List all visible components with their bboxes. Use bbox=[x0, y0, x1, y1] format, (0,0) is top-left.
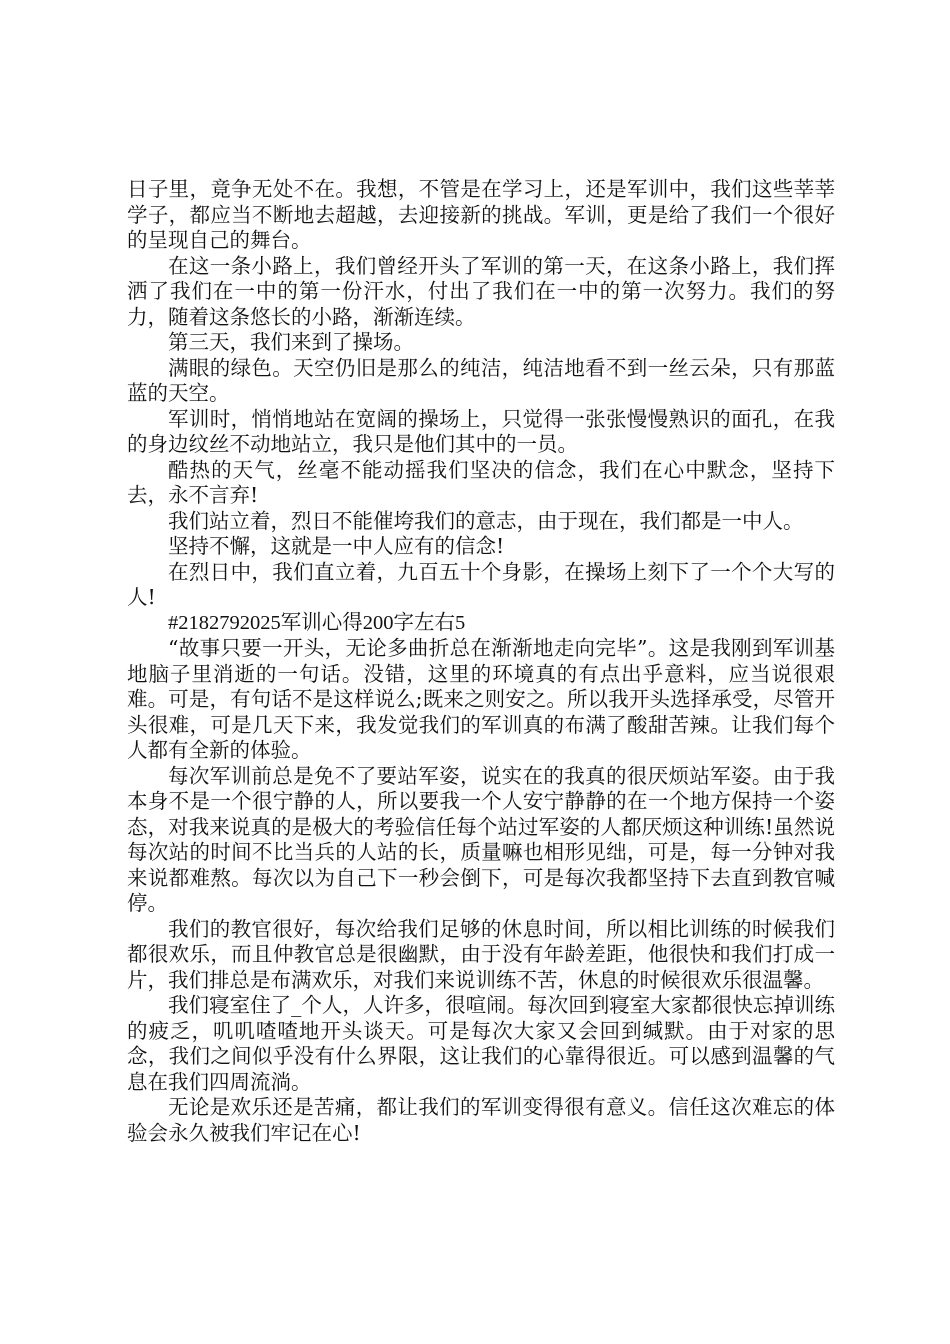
paragraph: 我们寝室住了_个人，人许多，很喧闹。每次回到寝室大家都很快忘掉训练的疲乏，叽叽喳喳地开头谈天。可是每次大家又会回到缄默。由于对家的思念，我们之间似乎没有什么界限，这让我们的心靠得很近。可以感到温馨的气息在我们四周流淌。 bbox=[127, 993, 835, 1094]
paragraph: 第三天，我们来到了操场。 bbox=[168, 330, 414, 354]
paragraph: 酷热的天气，丝毫不能动摇我们坚决的信念，我们在心中默念，坚持下去，永不言弃! bbox=[127, 457, 835, 507]
paragraph: 我们站立着，烈日不能催垮我们的意志，由于现在，我们都是一中人。 bbox=[168, 508, 804, 533]
paragraph: “故事只要一开头，无论多曲折总在渐渐地走向完毕”。这是我刚到军训基地脑子里消逝的一句话。没错，这里的环境真的有点出乎意料，应当说很艰难。可是，有句话不是这样说么;既来之则安之。所以我开头选择承受，尽管开头很难，可是几天下来，我发觉我们的军训真的布满了酸甜苦辣。让我们每个人都有全新的体验。 bbox=[127, 636, 835, 762]
paragraph: 满眼的绿色。天空仍旧是那么的纯洁，纯洁地看不到一丝云朵，只有那蓝蓝的天空。 bbox=[127, 355, 835, 405]
paragraph: 每次军训前总是免不了要站军姿，说实在的我真的很厌烦站军姿。由于我本身不是一个很宁静的人，所以要我一个人安宁静静的在一个地方保持一个姿态，对我来说真的是极大的考验信任每个站过军姿的人都厌烦这种训练!虽然说每次站的时间不比当兵的人站的长，质量嘛也相形见绌，可是，每一分钟对我来说都难熬。每次以为自己下一秒会倒下，可是每次我都坚持下去直到教官喊停。 bbox=[127, 763, 835, 915]
paragraph: 军训时，悄悄地站在宽阔的操场上，只觉得一张张慢慢熟识的面孔，在我的身边纹丝不动地站立，我只是他们其中的一员。 bbox=[127, 406, 835, 456]
paragraph: 坚持不懈，这就是一中人应有的信念! bbox=[168, 534, 505, 558]
paragraph: 在烈日中，我们直立着，九百五十个身影，在操场上刻下了一个个大写的人! bbox=[127, 559, 835, 609]
paragraph: 我们的教官很好，每次给我们足够的休息时间，所以相比训练的时候我们都很欢乐，而且仲教官总是很幽默，由于没有年龄差距，他很快和我们打成一片，我们排总是布满欢乐，对我们来说训练不苦，休息的时候很欢乐很温馨。 bbox=[127, 916, 835, 992]
section-heading: #2182792025军训心得200字左右5 bbox=[168, 611, 466, 634]
document-body bbox=[127, 177, 835, 1146]
paragraph: 日子里，竟争无处不在。我想，不管是在学习上，还是军训中，我们这些莘莘学子，都应当不断地去超越，去迎接新的挑战。军训，更是给了我们一个很好的呈现自己的舞台。 bbox=[127, 177, 835, 252]
paragraph: 在这一条小路上，我们曾经开头了军训的第一天，在这条小路上，我们挥洒了我们在一中的第一份汗水，付出了我们在一中的第一次努力。我们的努力，随着这条悠长的小路，渐渐连续。 bbox=[127, 253, 835, 329]
paragraph: 无论是欢乐还是苦痛，都让我们的军训变得很有意义。信任这次难忘的体验会永久被我们牢记在心! bbox=[127, 1095, 835, 1145]
